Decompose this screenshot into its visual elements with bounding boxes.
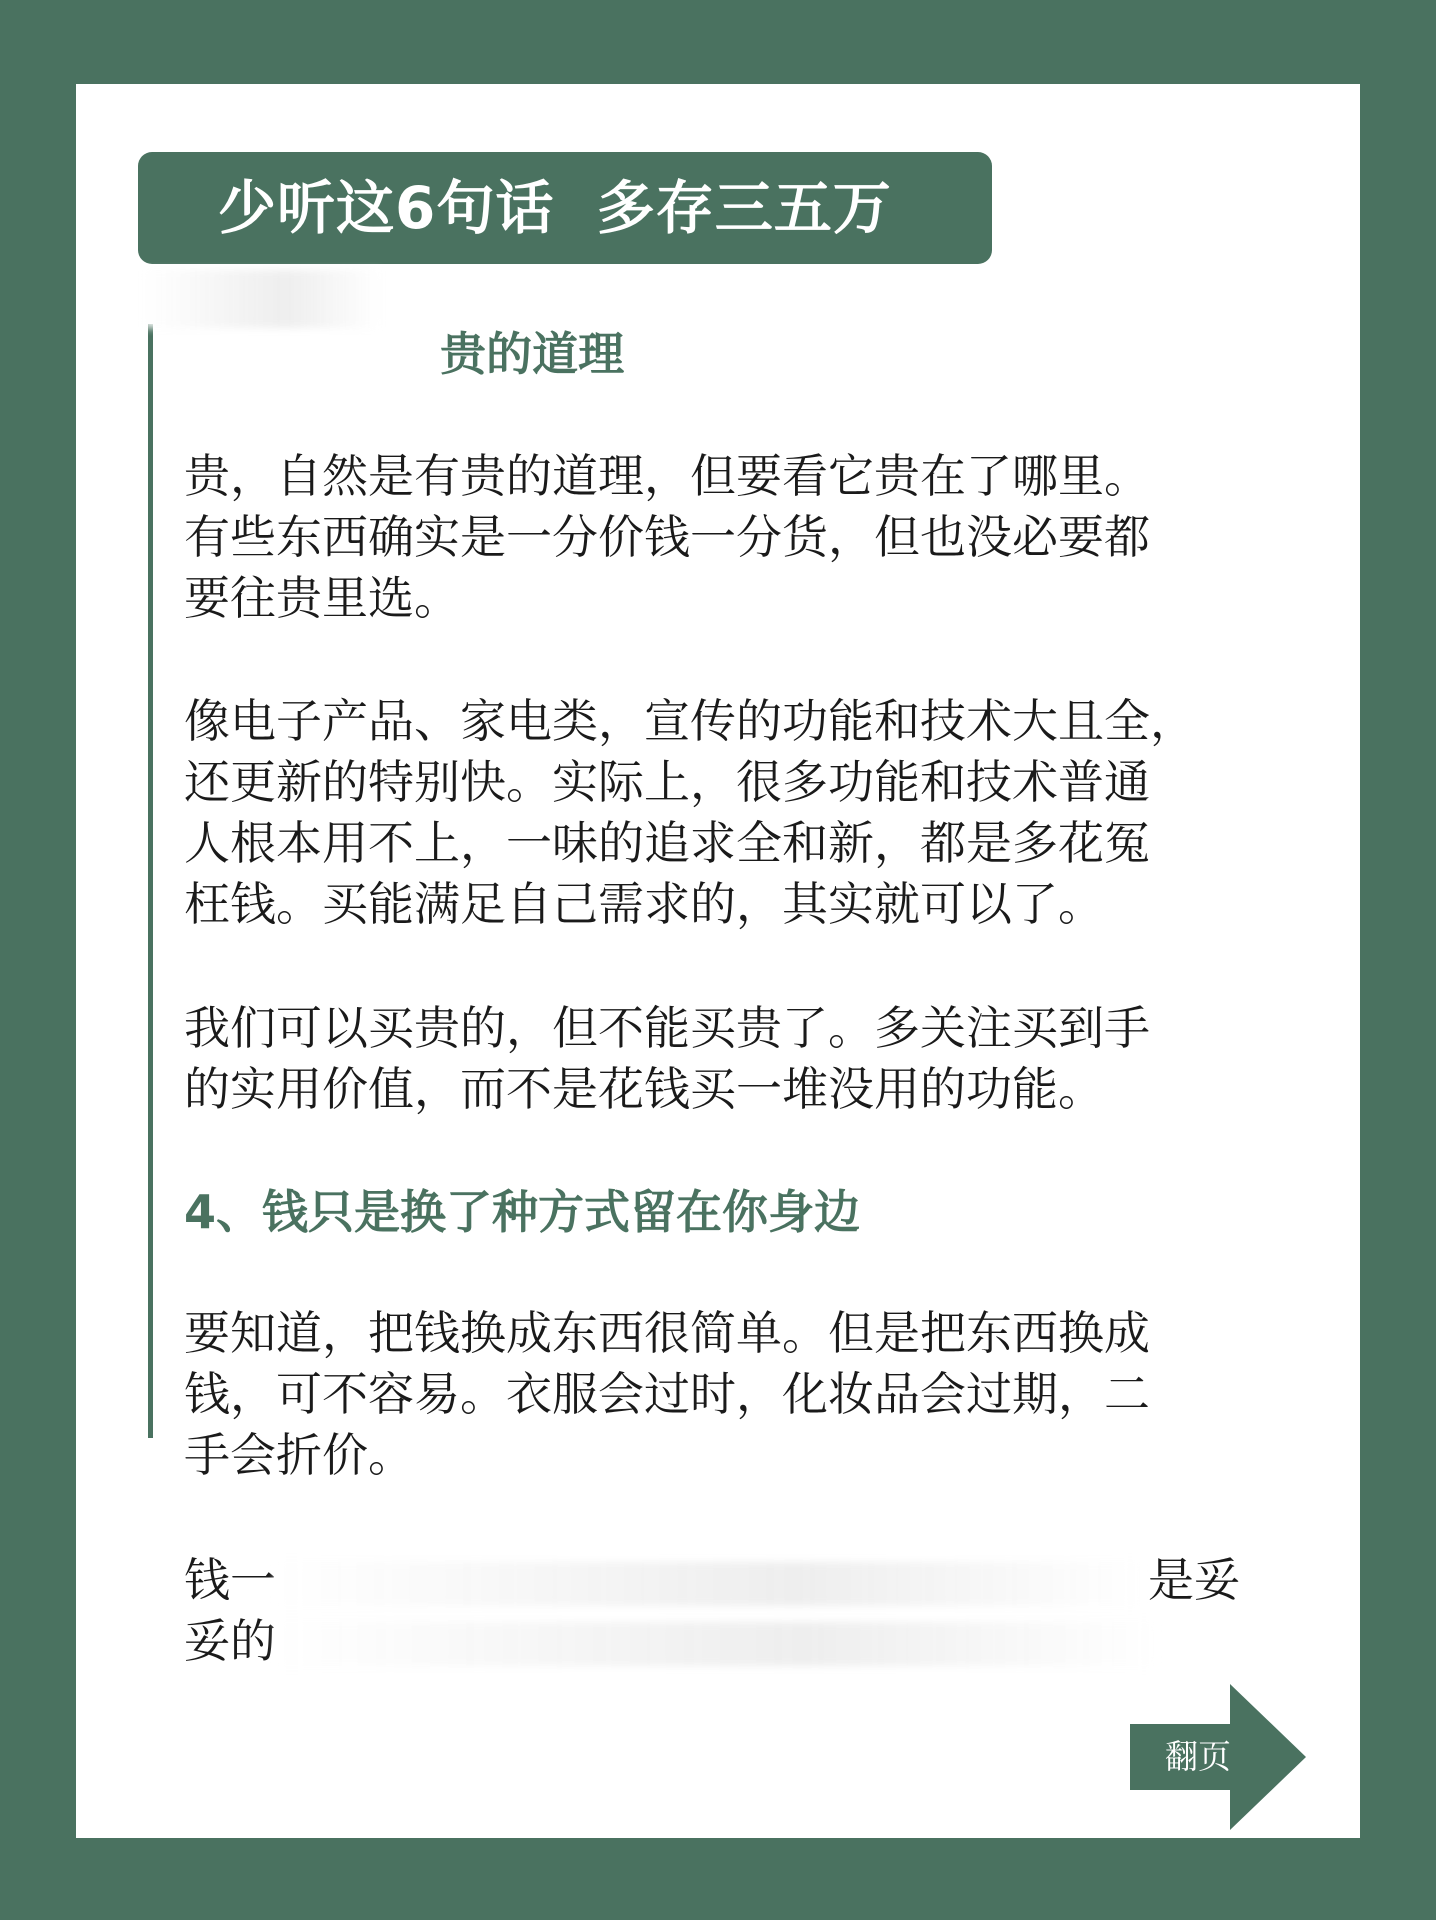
section-3-heading	[376, 264, 624, 444]
section-4-heading: 4、钱只是换了种方式留在你身边	[184, 1185, 861, 1239]
paragraph-line: 钱，可不容易。衣服会过时，化妆品会过期，二	[184, 1367, 1150, 1421]
section-3-heading-text: 贵的道理	[440, 327, 625, 381]
paragraph-line: 手会折价。	[184, 1428, 414, 1482]
paragraph-line: 的实用价值，而不是花钱买一堆没用的功能。	[184, 1062, 1104, 1116]
blurred-text-region-1	[276, 1562, 1142, 1606]
next-page-button[interactable]: 翻页	[1165, 1737, 1231, 1776]
paragraph-line: 还更新的特别快。实际上，很多功能和技术普通	[184, 755, 1150, 809]
paragraph-line: 贵，自然是有贵的道理，但要看它贵在了哪里。	[184, 449, 1150, 503]
blurred-text-region-2	[276, 1622, 1156, 1666]
paragraph-line: 像电子产品、家电类，宣传的功能和技术大且全，	[184, 694, 1196, 748]
paragraph-line: 要知道，把钱换成东西很简单。但是把东西换成	[184, 1306, 1150, 1360]
left-accent-rule	[148, 324, 153, 1438]
content-card	[76, 84, 1360, 1838]
paragraph-line: 要往贵里选。	[184, 571, 460, 625]
paragraph-2	[184, 691, 1284, 935]
partial-line-1-end: 是妥	[1148, 1553, 1240, 1607]
paragraph-1	[184, 446, 1284, 629]
paragraph-line: 枉钱。买能满足自己需求的，其实就可以了。	[184, 877, 1104, 931]
paragraph-line: 有些东西确实是一分价钱一分货，但也没必要都	[184, 510, 1150, 564]
partial-line-1-start: 钱一	[184, 1553, 276, 1607]
paragraph-line: 人根本用不上，一味的追求全和新，都是多花冤	[184, 816, 1150, 870]
paragraph-3	[184, 998, 1284, 1120]
blurred-heading-region	[144, 270, 380, 328]
paragraph-4	[184, 1303, 1284, 1486]
partial-line-2-start: 妥的	[184, 1614, 276, 1668]
page-title: 少听这6句话 多存三五万	[138, 152, 992, 264]
paragraph-line: 我们可以买贵的，但不能买贵了。多关注买到手	[184, 1001, 1150, 1055]
